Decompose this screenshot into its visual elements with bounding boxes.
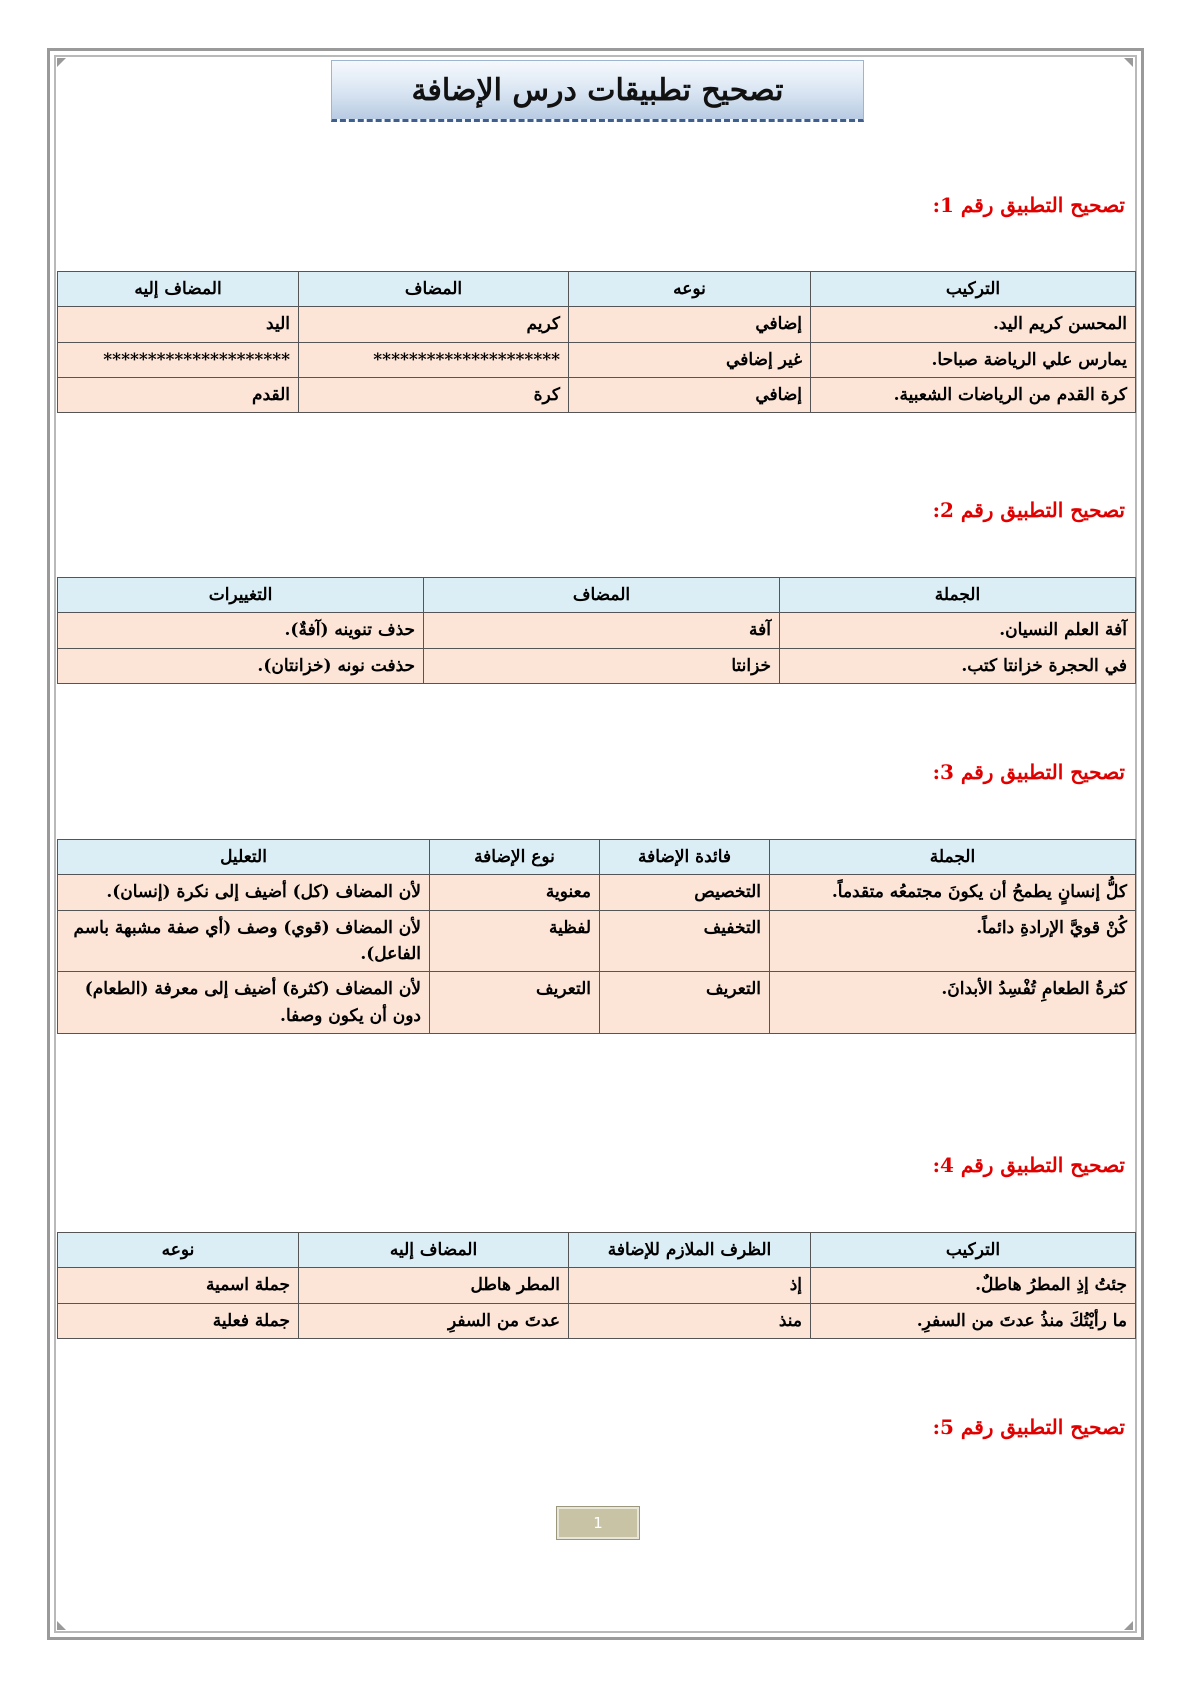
table-row: [58, 972, 1136, 1034]
column-header: الجملة: [770, 840, 1136, 875]
column-header: الظرف الملازم للإضافة: [569, 1233, 811, 1268]
column-header: التركيب: [811, 272, 1136, 307]
table-cell: جملة فعلية: [58, 1303, 299, 1338]
table-row: [58, 613, 1136, 648]
table-cell: التعريف: [430, 972, 600, 1034]
column-header: التركيب: [811, 1233, 1136, 1268]
table-cell: حذف تنوينه (آفةٌ).: [58, 613, 424, 648]
exercise-2-heading: تصحيح التطبيق رقم 2:: [932, 498, 1125, 522]
table-row: [58, 342, 1136, 377]
table-cell: منذ: [569, 1303, 811, 1338]
table-row: [58, 307, 1136, 342]
table-cell: كرة: [299, 378, 569, 413]
table-header-row: [58, 1233, 1136, 1268]
column-header: المضاف إليه: [58, 272, 299, 307]
table-cell: حذفت نونه (خزانتان).: [58, 648, 424, 683]
table-cell: خزانتا: [424, 648, 780, 683]
table-cell: التعريف: [600, 972, 770, 1034]
table-cell: إضافي: [569, 307, 811, 342]
table-cell: القدم: [58, 378, 299, 413]
page-number: 1: [557, 1507, 639, 1539]
column-header: الجملة: [780, 578, 1136, 613]
table-cell: كريم: [299, 307, 569, 342]
table-cell: عدتَ من السفرِ: [299, 1303, 569, 1338]
exercise-1-heading: تصحيح التطبيق رقم 1:: [932, 193, 1125, 217]
table-header-row: [58, 272, 1136, 307]
table-cell: لأن المضاف (قوي) وصف (أي صفة مشبهة باسم الفاعل).: [58, 910, 430, 972]
column-header: التعليل: [58, 840, 430, 875]
title-banner: [331, 60, 864, 122]
table-cell: ما رأيْتُكَ منذُ عدتَ من السفرِ.: [811, 1303, 1136, 1338]
table-cell: *********************: [299, 342, 569, 377]
exercise-4-heading: تصحيح التطبيق رقم 4:: [932, 1153, 1125, 1177]
page-title: تصحيح تطبيقات درس الإضافة: [411, 72, 784, 108]
column-header: نوعه: [569, 272, 811, 307]
column-header: التغييرات: [58, 578, 424, 613]
table-row: [58, 378, 1136, 413]
column-header: المضاف: [424, 578, 780, 613]
exercise-3-table: [57, 839, 1136, 1034]
table-cell: لأن المضاف (كثرة) أضيف إلى معرفة (الطعام) دون أن يكون وصفا.: [58, 972, 430, 1034]
table-cell: غير إضافي: [569, 342, 811, 377]
table-cell: آفة: [424, 613, 780, 648]
table-cell: جملة اسمية: [58, 1268, 299, 1303]
corner-ornament: [1124, 58, 1133, 67]
exercise-5-heading: تصحيح التطبيق رقم 5:: [932, 1415, 1125, 1439]
table-cell: لأن المضاف (كل) أضيف إلى نكرة (إنسان).: [58, 875, 430, 910]
table-cell: معنوية: [430, 875, 600, 910]
table-row: [58, 1268, 1136, 1303]
table-cell: كرة القدم من الرياضات الشعبية.: [811, 378, 1136, 413]
exercise-1-table: [57, 271, 1136, 413]
table-cell: إضافي: [569, 378, 811, 413]
column-header: فائدة الإضافة: [600, 840, 770, 875]
corner-ornament: [57, 1621, 66, 1630]
exercise-2-table: [57, 577, 1136, 684]
table-cell: جئتُ إذِ المطرُ هاطلٌ.: [811, 1268, 1136, 1303]
table-cell: كُنْ قويَّ الإرادةِ دائماً.: [770, 910, 1136, 972]
table-row: [58, 910, 1136, 972]
corner-ornament: [1124, 1621, 1133, 1630]
table-header-row: [58, 578, 1136, 613]
table-cell: *********************: [58, 342, 299, 377]
table-cell: المطر هاطل: [299, 1268, 569, 1303]
table-cell: كثرةُ الطعامِ تُفْسِدُ الأبدانَ.: [770, 972, 1136, 1034]
table-cell: إذ: [569, 1268, 811, 1303]
table-row: [58, 1303, 1136, 1338]
column-header: نوع الإضافة: [430, 840, 600, 875]
table-row: [58, 648, 1136, 683]
table-cell: في الحجرة خزانتا كتب.: [780, 648, 1136, 683]
table-row: [58, 875, 1136, 910]
table-cell: كلُّ إنسانٍ يطمحُ أن يكونَ مجتمعُه متقدماً.: [770, 875, 1136, 910]
column-header: نوعه: [58, 1233, 299, 1268]
column-header: المضاف إليه: [299, 1233, 569, 1268]
corner-ornament: [57, 58, 66, 67]
exercise-4-table: [57, 1232, 1136, 1339]
table-cell: التخفيف: [600, 910, 770, 972]
column-header: المضاف: [299, 272, 569, 307]
table-cell: يمارس علي الرياضة صباحا.: [811, 342, 1136, 377]
table-cell: التخصيص: [600, 875, 770, 910]
table-cell: المحسن كريم اليد.: [811, 307, 1136, 342]
table-cell: اليد: [58, 307, 299, 342]
exercise-3-heading: تصحيح التطبيق رقم 3:: [932, 760, 1125, 784]
table-cell: آفة العلم النسيان.: [780, 613, 1136, 648]
table-header-row: [58, 840, 1136, 875]
table-cell: لفظية: [430, 910, 600, 972]
